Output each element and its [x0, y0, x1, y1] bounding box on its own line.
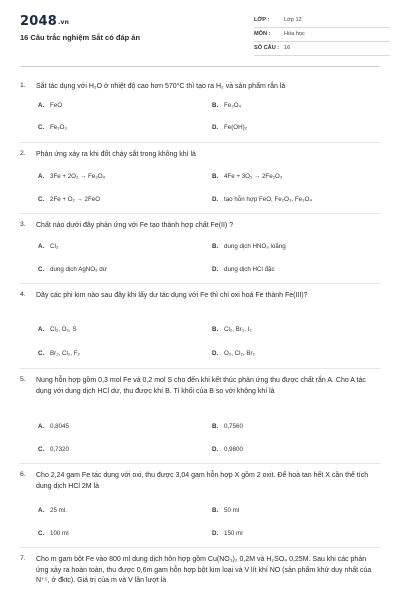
option-letter: C. [38, 266, 45, 273]
meta-label: SỐ CÂU : [254, 45, 280, 51]
option-letter: C. [38, 446, 45, 453]
meta-row-count [254, 42, 390, 56]
option-letter: A. [38, 507, 45, 514]
option-letter: B. [212, 423, 219, 430]
option-text: 2Fe + O₂ → 2FeO [50, 196, 101, 203]
question-separator [20, 142, 380, 143]
option-letter: B. [212, 173, 219, 180]
option-text: dung dịch AgNO₃ dư [50, 266, 107, 273]
option-c[interactable] [38, 124, 67, 131]
question-number: 5. [20, 376, 26, 383]
meta-value: Lớp 12 [284, 17, 302, 23]
question-separator [20, 368, 380, 369]
logo-main: 2048 [20, 14, 57, 29]
option-letter: A. [38, 423, 45, 430]
question-text: Cho m gam bột Fe vào 800 ml dung dịch hỗn hợp gồm Cu(NO₃)₂ 0,2M và H₂SO₄ 0,25M. Sau khi các phản ứng xảy ra hoàn toàn, thu được 0,6m gam hỗn hợp bột kim loại và V lít khí NO (sản phẩm khử duy nhất của N⁺⁵, ở đktc). Giá trị của m và V lần lượt là [36, 556, 372, 585]
option-a[interactable] [38, 507, 67, 514]
option-text: Br₂, Cl₂, F₂ [50, 350, 80, 357]
option-text: 0,7560 [224, 423, 243, 430]
option-text: O₂, Cl₂, Br₂ [224, 350, 255, 357]
option-letter: D. [212, 530, 219, 537]
question-text: Cho 2,24 gam Fe tác dụng với oxi, thu được 3,04 gam hỗn hợp X gồm 2 oxit. Để hoà tan hết X cần thể tích dung dịch HCl 2M là [36, 472, 369, 490]
question-number: 1. [20, 82, 26, 89]
option-letter: A. [38, 102, 45, 109]
option-letter: D. [212, 196, 219, 203]
option-b[interactable] [212, 173, 282, 180]
meta-row-class [254, 14, 390, 28]
question-text: Sắt tác dụng với H₂O ở nhiệt độ cao hơn 570°C thì tạo ra H₂ và sản phẩm rắn là [36, 83, 286, 90]
option-letter: D. [212, 446, 219, 453]
option-text: 4Fe + 3O₂ → 2Fe₂O₃ [224, 173, 283, 180]
option-letter: A. [38, 326, 45, 333]
logo-tld: .vn [57, 19, 70, 26]
option-b[interactable] [212, 102, 241, 109]
option-letter: A. [38, 243, 45, 250]
option-text: Cl₂, O₂, S [50, 326, 77, 333]
meta-row-subject [254, 28, 390, 42]
option-d[interactable] [212, 530, 243, 537]
option-letter: B. [212, 326, 219, 333]
option-letter: A. [38, 173, 45, 180]
option-text: 0,9800 [224, 446, 243, 453]
question-text: Phản ứng xảy ra khi đốt cháy sắt trong không khí là [36, 151, 196, 158]
question-number: 2. [20, 150, 26, 157]
option-d[interactable] [212, 196, 312, 203]
option-c[interactable] [38, 196, 100, 203]
option-letter: C. [38, 350, 45, 357]
option-text: 3Fe + 2O₂ → Fe₃O₄ [50, 173, 106, 180]
meta-value: 16 [284, 45, 291, 51]
option-a[interactable] [38, 326, 76, 333]
option-text: Fe₂O₃ [50, 124, 67, 131]
question-text: Dãy các phi kim nào sau đây khi lấy dư tác dụng với Fe thì chỉ oxi hoá Fe thành Fe(III)? [36, 292, 308, 299]
option-text: 0,8045 [50, 423, 69, 430]
option-letter: C. [38, 196, 45, 203]
option-text: 25 ml. [50, 507, 67, 514]
question-separator [20, 213, 380, 214]
site-logo[interactable] [20, 14, 69, 29]
option-c[interactable] [38, 530, 69, 537]
option-b[interactable] [212, 507, 239, 514]
option-text: Cl₂, Br₂, I₂ [224, 326, 252, 333]
option-letter: B. [212, 243, 219, 250]
question-number: 7. [20, 555, 26, 562]
option-d[interactable] [212, 266, 275, 273]
question-text: Nung hỗn hợp gồm 0,3 mol Fe và 0,2 mol S cho đến khi kết thúc phản ứng thu được chất rắn A. Cho A tác dụng với dung dịch HCl dư, thu được khí B. Tỉ khối của B so với không khí là [36, 377, 366, 395]
option-text: FeO [50, 102, 63, 109]
meta-label: MÔN : [254, 31, 271, 37]
option-text: dung dịch HCl đặc [224, 266, 275, 273]
question-separator [20, 463, 380, 464]
option-text: Fe(OH)₂ [224, 124, 248, 131]
option-c[interactable] [38, 350, 80, 357]
option-letter: D. [212, 124, 219, 131]
option-a[interactable] [38, 173, 105, 180]
option-text: tạo hỗn hợp FeO, Fe₂O₃, Fe₃O₄ [224, 196, 312, 203]
header-divider [20, 66, 380, 67]
option-letter: C. [38, 530, 45, 537]
question-number: 3. [20, 221, 26, 228]
question-separator [20, 283, 380, 284]
option-text: 50 ml [224, 507, 240, 514]
option-text: Cl₂ [50, 243, 59, 250]
option-a[interactable] [38, 102, 62, 109]
question-number: 6. [20, 471, 26, 478]
document-title: 16 Câu trắc nghiệm Sắt có đáp án [20, 33, 141, 42]
option-d[interactable] [212, 446, 243, 453]
option-a[interactable] [38, 243, 58, 250]
document-header [0, 0, 400, 62]
question-separator [20, 547, 380, 548]
option-text: 0,7320 [50, 446, 69, 453]
option-text: dung dịch HNO₃ loãng [224, 243, 286, 250]
question-7 [20, 555, 380, 600]
option-letter: D. [212, 350, 219, 357]
option-b[interactable] [212, 423, 243, 430]
option-a[interactable] [38, 423, 69, 430]
option-d[interactable] [212, 350, 255, 357]
option-text: 100 ml [50, 530, 69, 537]
question-text: Chất nào dưới đây phản ứng với Fe tạo thành hợp chất Fe(II) ? [36, 222, 234, 229]
option-b[interactable] [212, 243, 286, 250]
option-text: Fe₃O₄ [224, 102, 242, 109]
option-text: 150 ml [224, 530, 243, 537]
question-number: 4. [20, 291, 26, 298]
meta-label: LỚP : [254, 17, 270, 23]
option-letter: D. [212, 266, 219, 273]
option-letter: B. [212, 507, 219, 514]
option-letter: B. [212, 102, 219, 109]
option-b[interactable] [212, 326, 252, 333]
option-c[interactable] [38, 446, 69, 453]
option-c[interactable] [38, 266, 107, 273]
meta-value: Hóa học [284, 31, 305, 37]
option-letter: C. [38, 124, 45, 131]
option-d[interactable] [212, 124, 247, 131]
